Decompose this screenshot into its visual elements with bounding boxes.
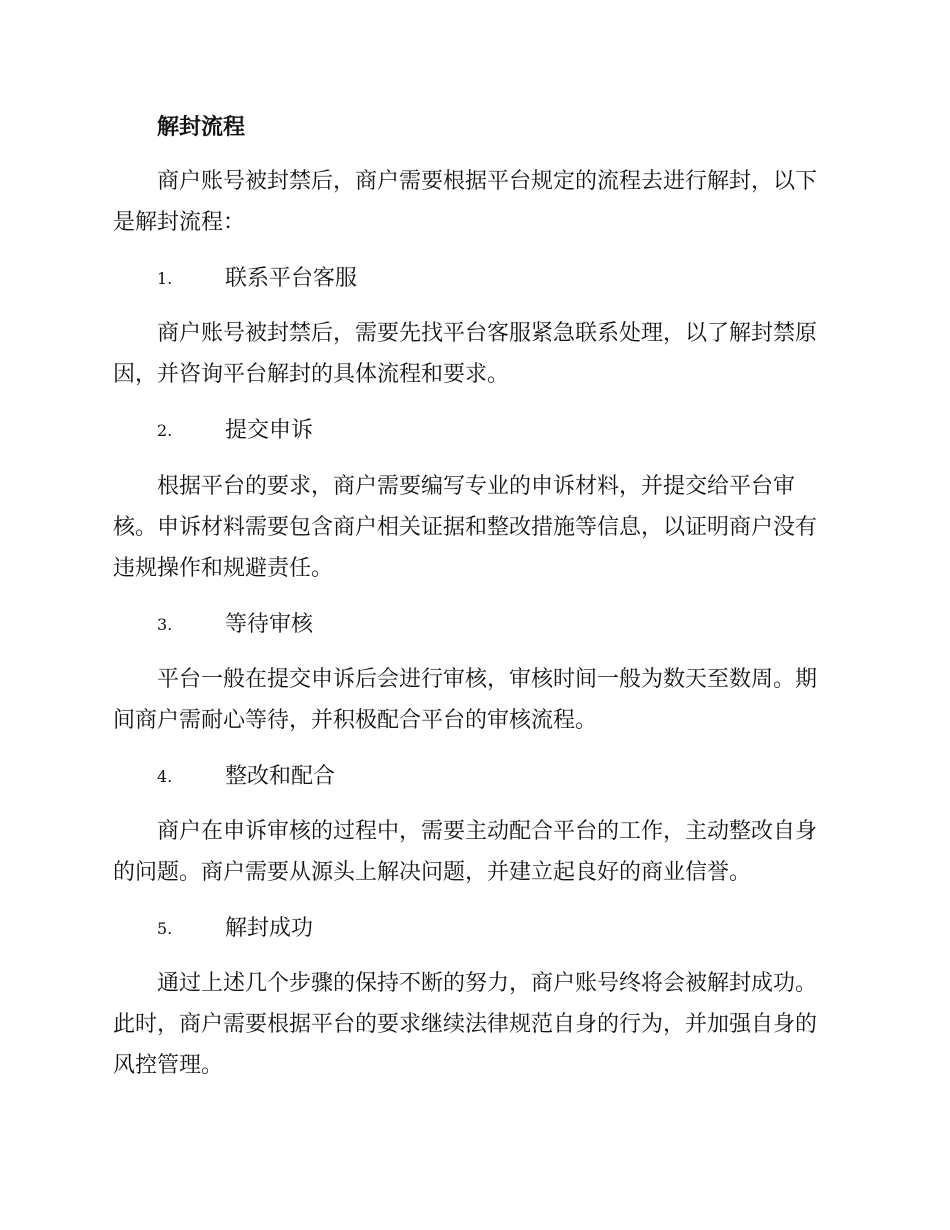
section-heading: 解封流程: [157, 114, 246, 140]
step-3-heading: [157, 610, 313, 640]
step-3-paragraph: 平台一般在提交申诉后会进行审核，审核时间一般为数天至数周。期间商户需耐心等待，并积极配合平台的审核流程。: [113, 667, 818, 733]
step-5-title: 解封成功: [225, 916, 314, 941]
step-4-number: 4.: [157, 767, 173, 786]
step-2-paragraph: 根据平台的要求，商户需要编写专业的申诉材料，并提交给平台审核。申诉材料需要包含商户相关证据和整改措施等信息，以证明商户没有违规操作和规避责任。: [113, 474, 818, 581]
step-1-paragraph: 商户账号被封禁后，需要先找平台客服紧急联系处理，以了解封禁原因，并咨询平台解封的具体流程和要求。: [113, 321, 818, 387]
step-5-number: 5.: [157, 919, 173, 938]
step-2-number: 2.: [157, 421, 173, 440]
step-1-heading: [157, 264, 357, 294]
step-4-heading: [157, 762, 335, 792]
step-3-title: 等待审核: [225, 612, 314, 637]
step-5-paragraph: 通过上述几个步骤的保持不断的努力，商户账号终将会被解封成功。此时，商户需要根据平台的要求继续法律规范自身的行为，并加强自身的风控管理。: [113, 971, 818, 1078]
step-1-number: 1.: [157, 269, 173, 288]
step-5-heading: [157, 914, 313, 944]
step-2-heading: [157, 416, 313, 446]
step-3-number: 3.: [157, 615, 173, 634]
intro-paragraph: 商户账号被封禁后，商户需要根据平台规定的流程去进行解封，以下是解封流程：: [113, 169, 818, 235]
step-4-title: 整改和配合: [225, 764, 336, 789]
step-2-title: 提交申诉: [225, 418, 314, 443]
step-1-title: 联系平台客服: [225, 266, 358, 291]
step-4-paragraph: 商户在申诉审核的过程中，需要主动配合平台的工作，主动整改自身的问题。商户需要从源头上解决问题，并建立起良好的商业信誉。: [113, 819, 818, 885]
